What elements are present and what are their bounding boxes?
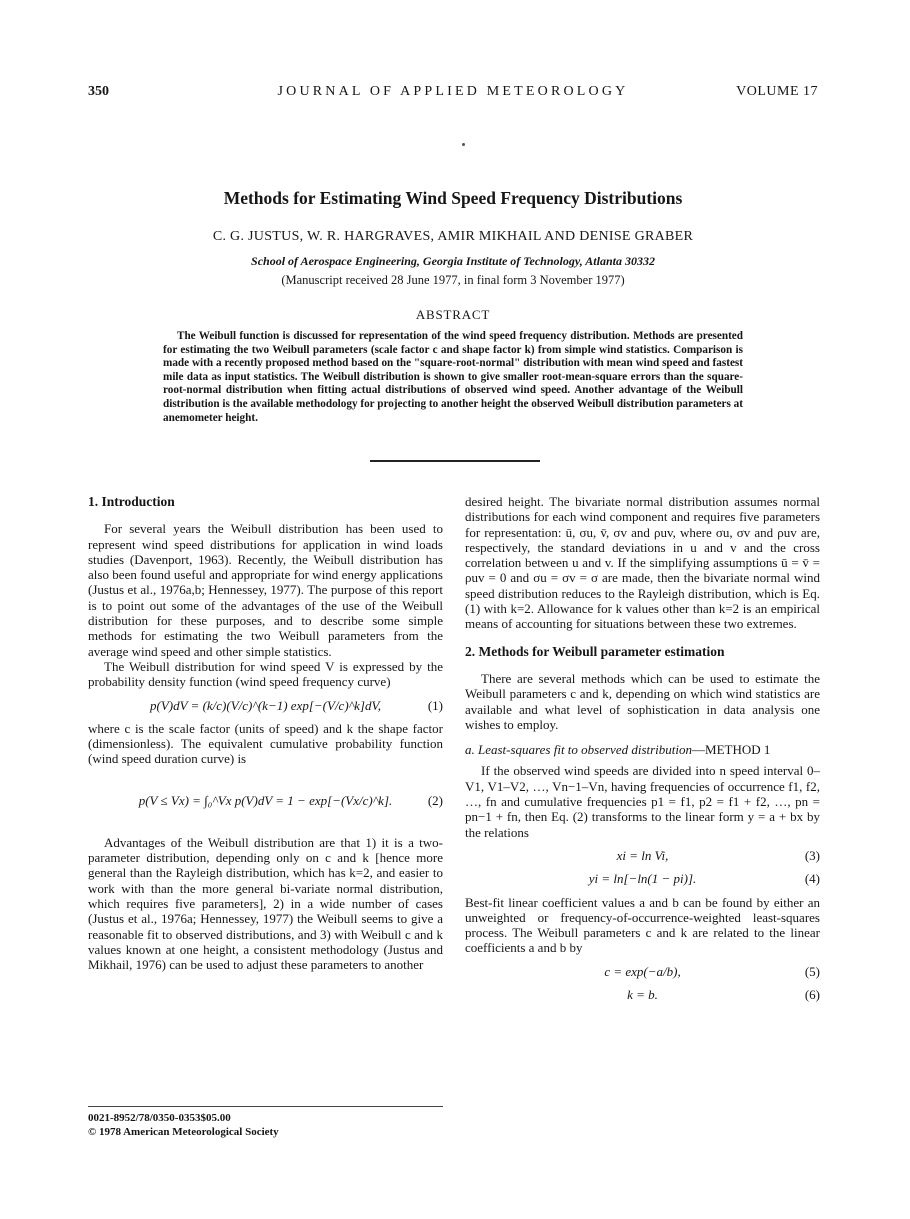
abstract-text: The Weibull function is discussed for representation of the wind speed frequency distribution. Methods are presented for estimating the two Weibull parameters (scale factor c and shape factor k) from simple wind statistics. Comparison is made with a recently proposed method based on the "square-root-normal" distribution with mean wind speed and fastest mile data as input statistics. The Weibull distribution is shown to give smaller root-mean-square errors than the square-root-normal distribution when fitting actual distributions of observed wind speed. Another advantage of the Weibull distribution is the available methodology for projecting to another height the observed Weibull distribution parameters at anemometer height. xyxy=(163,330,743,424)
article-code: 0021-8952/78/0350-0353$05.00 xyxy=(88,1112,231,1124)
equation-text: xi = ln Vi, xyxy=(616,847,669,863)
volume-label: VOLUME 17 xyxy=(736,84,818,99)
scan-speck xyxy=(462,143,465,146)
equation-text: k = b. xyxy=(627,987,658,1003)
equation-number: (1) xyxy=(427,697,443,713)
equation-text: p(V)dV = (k/c)(V/c)^(k−1) exp[−(V/c)^k]dV, xyxy=(150,697,381,713)
paragraph: There are several methods which can be used to estimate the Weibull parameters c and k, depending on which wind statistics are available and what level of sophistication in data analysis one wishes to employ. xyxy=(465,670,820,732)
equation-5 xyxy=(465,964,820,979)
subsection-title: a. Least-squares fit to observed distribution xyxy=(465,742,693,758)
section-heading-methods: 2. Methods for Weibull parameter estimation xyxy=(465,643,725,659)
equation-1 xyxy=(88,698,443,713)
author-list: C. G. JUSTUS, W. R. HARGRAVES, AMIR MIKHAIL AND DENISE GRABER xyxy=(212,229,694,244)
page-number: 350 xyxy=(88,84,109,99)
equation-text: p(V ≤ Vx) = ∫₀^Vx p(V)dV = 1 − exp[−(Vx/c)^k]. xyxy=(138,792,393,808)
right-column xyxy=(465,494,820,1010)
equation-number: (6) xyxy=(804,987,820,1003)
paragraph: where c is the scale factor (units of speed) and k the shape factor (dimensionless). The equivalent cumulative probability function (wind speed duration curve) is xyxy=(88,720,443,767)
paragraph: Advantages of the Weibull distribution are that 1) it is a two-parameter distribution, depending only on c and k [hence more general than the Rayleigh distribution, which has k=2, and easier to work with than the more general bi-variate normal distribution, which requires five parameters], 2) in a wide number of cases (Justus et al., 1976a; Hennessey, 1977) the Weibull seems to give a reasonable fit to observed distributions, and 3) with Weibull c and k values known at one height, a consistent methodology (Justus and Mikhail, 1976) can be used to adjust these parameters to another xyxy=(88,834,443,973)
paragraph: For several years the Weibull distribution has been used to represent wind speed distributions for application in wind loads studies (Davenport, 1963). Recently, the Weibull distribution has also been found useful and appropriate for wind energy applications (Justus et al., 1976a,b; Hennessey, 1977). The purpose of this report is to point out some of the advantages of the use of the Weibull distribution for these purposes, and to describe some simple methods for estimating the two Weibull parameters from the average wind speed and other simple statistics. xyxy=(88,521,443,659)
equation-6 xyxy=(465,987,820,1002)
running-head xyxy=(88,84,818,104)
equation-number: (2) xyxy=(427,792,443,808)
equation-number: (5) xyxy=(804,963,820,979)
left-column xyxy=(88,494,443,972)
section-heading-introduction: 1. Introduction xyxy=(88,494,175,509)
abstract-heading: ABSTRACT xyxy=(415,307,491,322)
copyright-notice: © 1978 American Meteorological Society xyxy=(88,1126,279,1138)
article-title: Methods for Estimating Wind Speed Frequency Distributions xyxy=(223,188,683,208)
paragraph: If the observed wind speeds are divided into n speed interval 0–V1, V1–V2, …, Vn−1–Vn, having frequencies of occurrence f1, f2, …, fn and cumulative frequencies p1 = f1, p2 = f1 + f2, …, pn = pn−1 + fn, then Eq. (2) transforms to the linear form y = a + bx by the relations xyxy=(465,763,820,840)
equation-text: yi = ln[−ln(1 − pi)]. xyxy=(588,871,697,887)
journal-name: JOURNAL OF APPLIED METEOROLOGY xyxy=(277,84,629,99)
subsection-method: —METHOD 1 xyxy=(692,742,771,758)
equation-2 xyxy=(88,781,443,821)
section-divider xyxy=(370,460,540,462)
equation-3 xyxy=(465,848,820,863)
abstract xyxy=(163,330,743,425)
received-date: (Manuscript received 28 June 1977, in final form 3 November 1977) xyxy=(281,273,625,287)
equation-number: (4) xyxy=(804,871,820,887)
equation-number: (3) xyxy=(804,847,820,863)
subsection-heading-a xyxy=(465,742,820,757)
paragraph: Best-fit linear coefficient values a and b can be found by either an unweighted or frequency-of-occurrence-weighted least-squares process. The Weibull parameters c and k are related to the linear coefficients a and b by xyxy=(465,894,820,956)
affiliation: School of Aerospace Engineering, Georgia Institute of Technology, Atlanta 30332 xyxy=(251,254,655,268)
title-block xyxy=(88,188,818,323)
equation-4 xyxy=(465,871,820,886)
paragraph: desired height. The bivariate normal distribution assumes normal distributions for each wind component and requires five parameters for representation: ū, σu, v̄, σv and ρuv, where σu, σv and ρuv are, respectively, the standard deviations in u and v and the cross correlation between u and v. If the simplifying assumptions ū = v̄ = ρuv = 0 and σu = σv = σ are made, then the bivariate normal wind speed distribution reduces to the Rayleigh distribution, which is Eq. (1) with k=2. Allowance for k values other than k=2 is an empirical means of accounting for situations between these two extremes. xyxy=(465,494,820,632)
equation-text: c = exp(−a/b), xyxy=(604,963,681,979)
copyright-footer xyxy=(88,1106,443,1139)
paragraph: The Weibull distribution for wind speed V is expressed by the probability density function (wind speed frequency curve) xyxy=(88,658,443,690)
